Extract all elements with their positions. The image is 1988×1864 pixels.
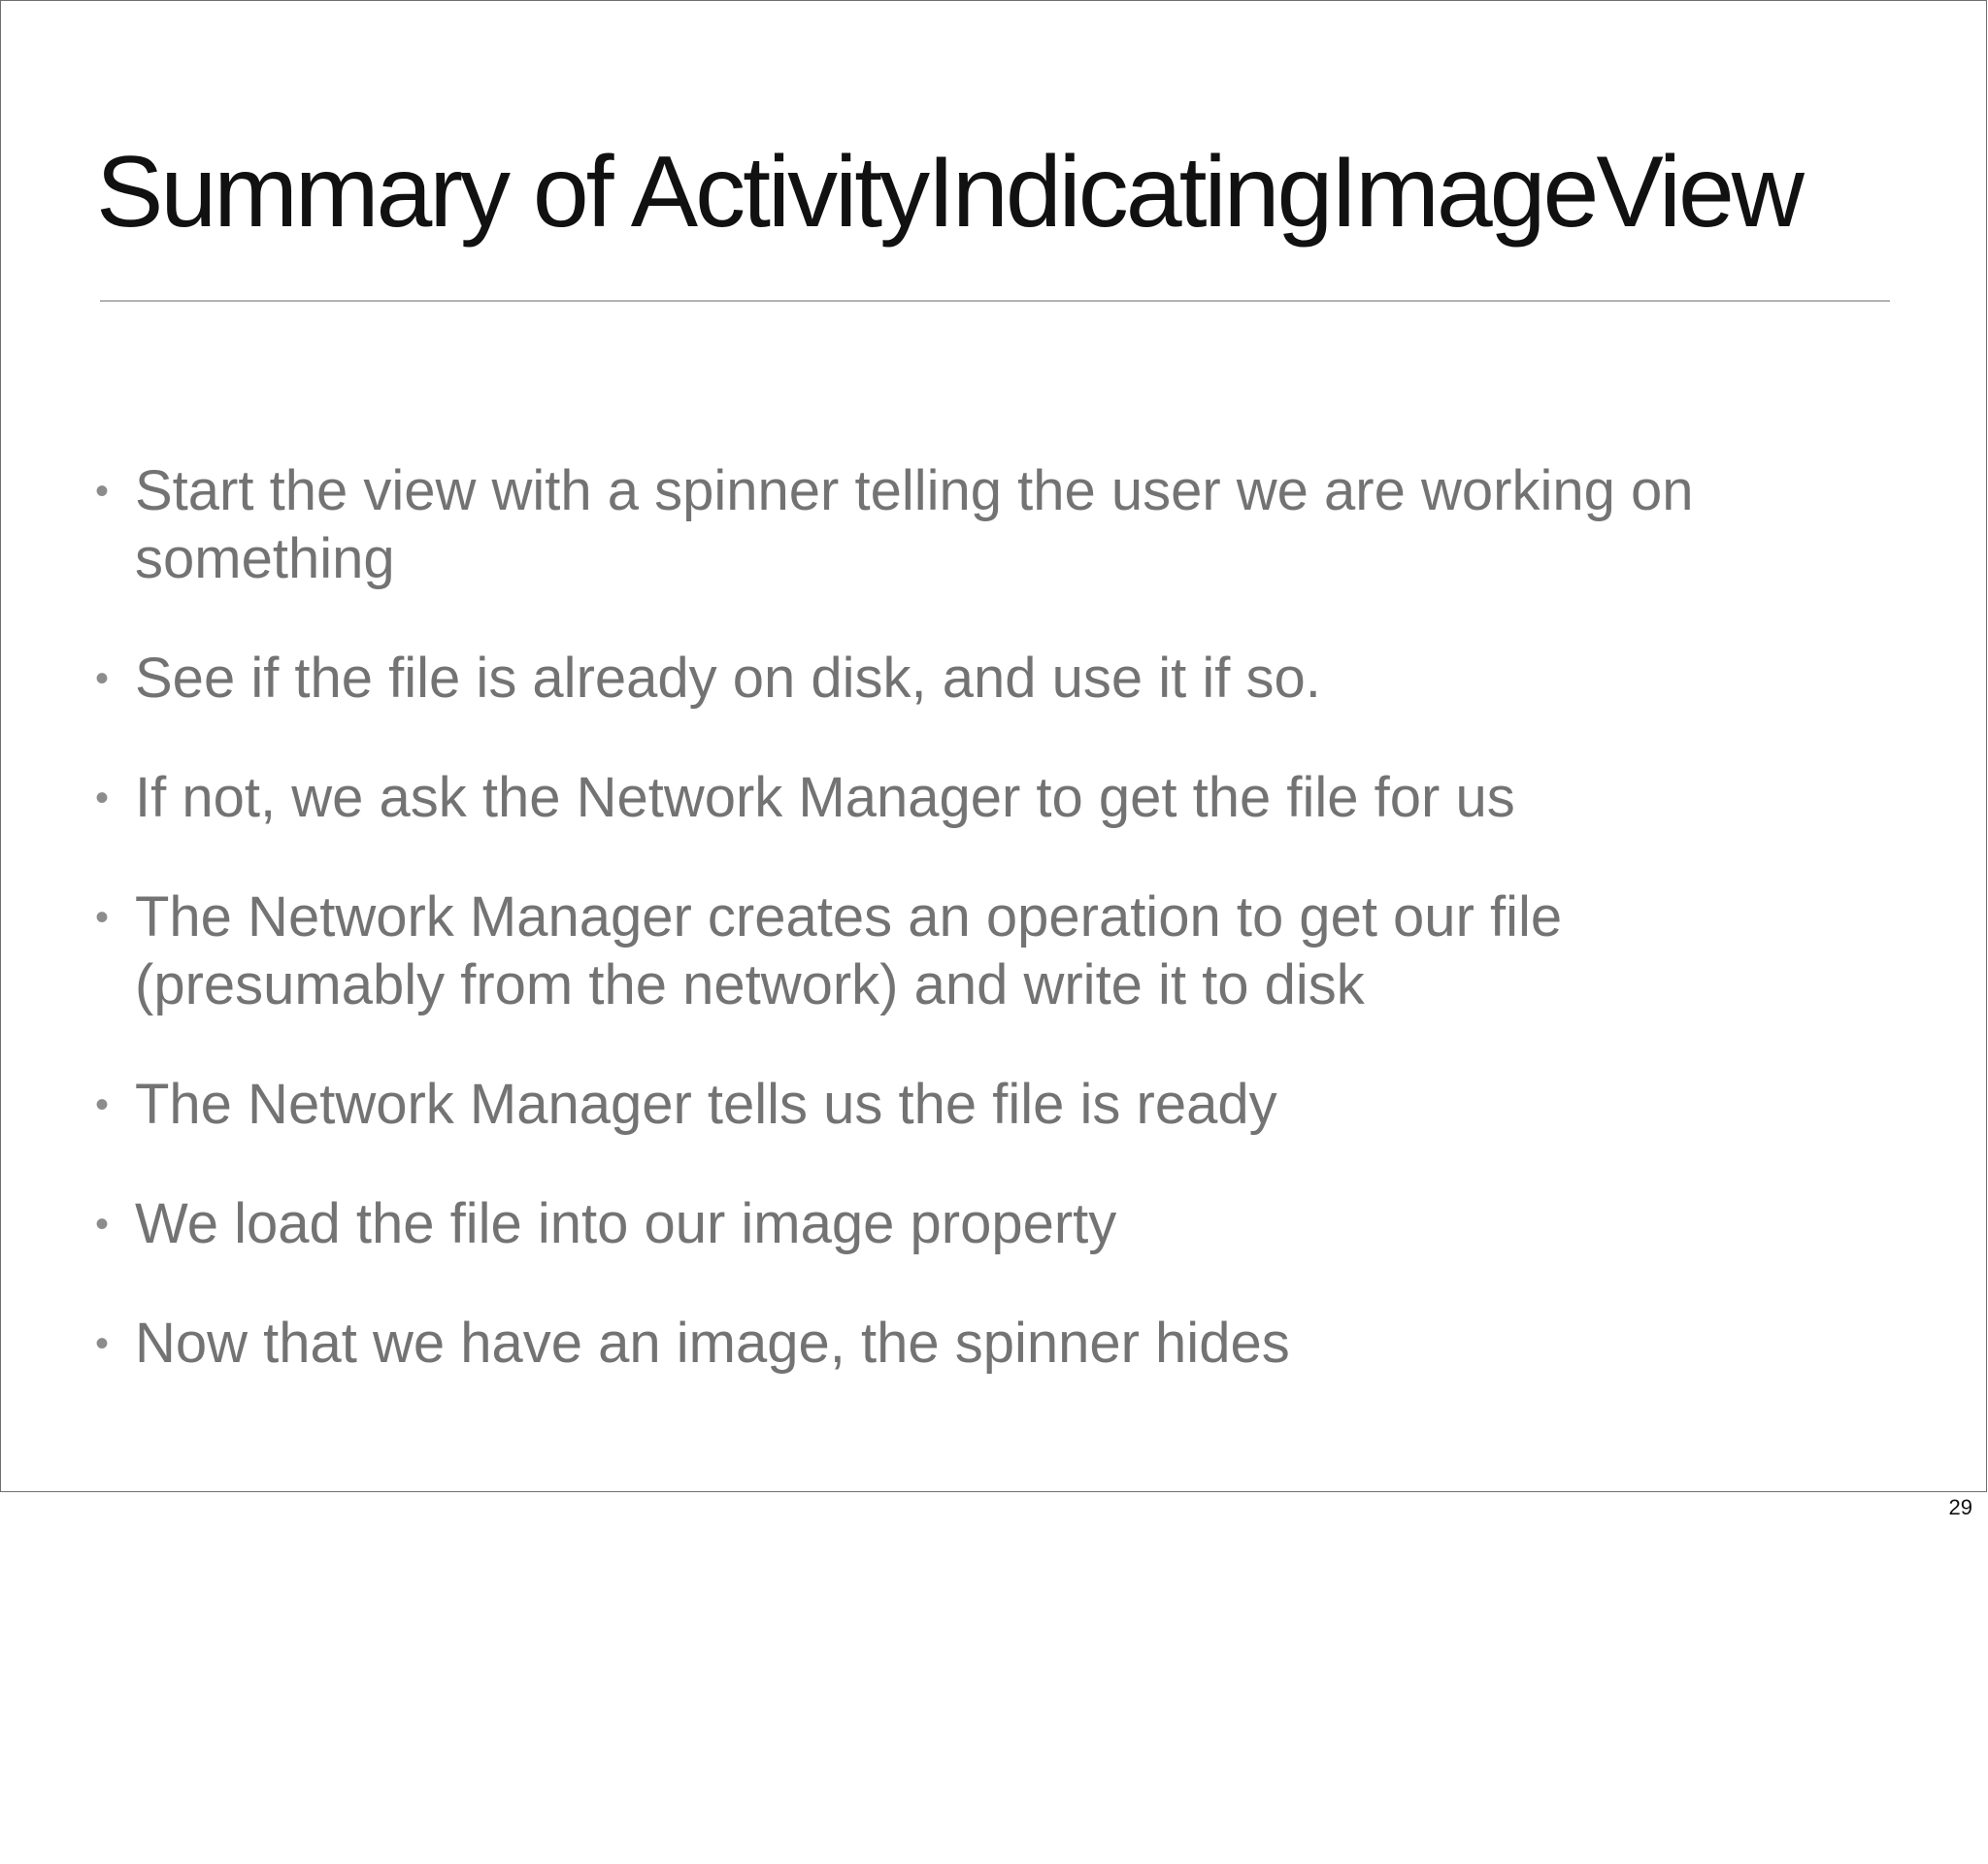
page-number: 29 [1948, 1495, 1972, 1519]
bullet-item [69, 645, 1865, 713]
bullet-item [69, 457, 1865, 593]
bullet-text: Start the view with a spinner telling the user we are working on something [135, 459, 1694, 590]
bullet-text: If not, we ask the Network Manager to get the file for us [135, 766, 1515, 829]
bullet-icon: • [94, 470, 109, 513]
bullet-item [69, 1310, 1865, 1378]
slide-title: Summary of ActivityIndicatingImageView [96, 136, 1802, 249]
bullet-text: The Network Manager tells us the file is ready [135, 1073, 1277, 1136]
bullet-item [69, 764, 1865, 832]
bullet-text: The Network Manager creates an operation to get our file (presumably from the network) and write it to disk [135, 885, 1563, 1016]
bullet-text: See if the file is already on disk, and use it if so. [135, 647, 1321, 710]
bullet-item [69, 1190, 1865, 1258]
bullet-icon: • [94, 657, 109, 700]
bullet-icon: • [94, 1083, 109, 1126]
bullet-item [69, 883, 1865, 1019]
title-divider [100, 300, 1890, 302]
bullet-icon: • [94, 896, 109, 939]
bullet-icon: • [94, 1203, 109, 1246]
bullet-list [69, 457, 1865, 1429]
bullet-icon: • [94, 777, 109, 819]
bullet-icon: • [94, 1322, 109, 1365]
bullet-text: We load the file into our image property [135, 1192, 1117, 1255]
bullet-text: Now that we have an image, the spinner hides [135, 1312, 1290, 1375]
bullet-item [69, 1071, 1865, 1139]
